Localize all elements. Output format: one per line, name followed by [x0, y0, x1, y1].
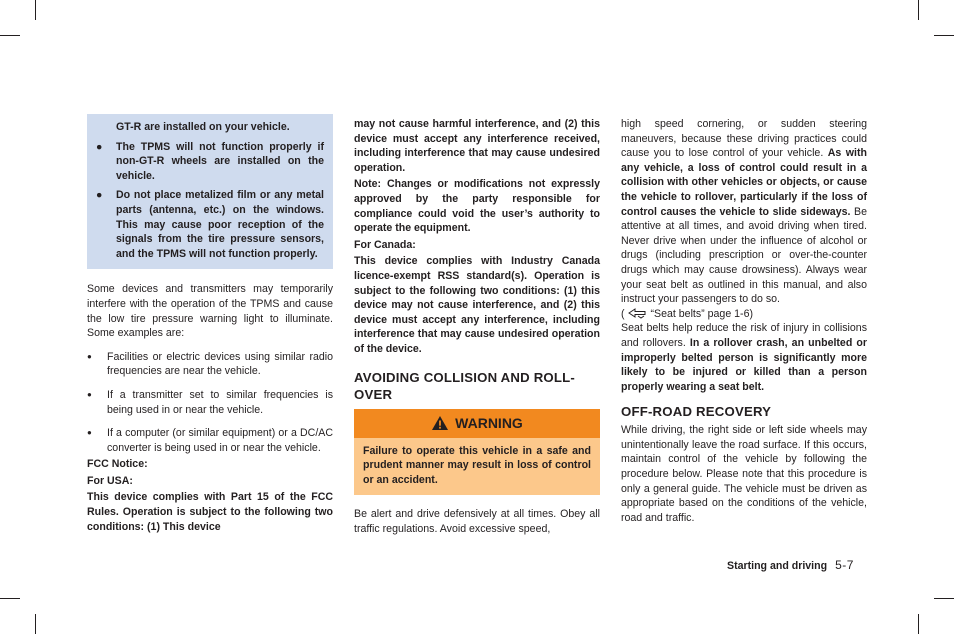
usa-compliance-text: This device complies with Part 15 of the FCC Rules. Operation is subject to the following two conditions: (1) This device: [87, 491, 333, 533]
list-item: ● If a computer (or similar equipment) or a DC/AC converter is being used in or near the vehicle.: [87, 427, 333, 454]
crop-mark: [918, 0, 919, 20]
fcc-continued-text: may not cause harmful interference, and (2) this device must accept any interference received, including interference that may cause undesired operation.: [354, 118, 600, 174]
canada-compliance-text: This device complies with Industry Canada licence-exempt RSS standard(s). Operation is subject to the following two conditions: (1) this device may not cause interference, and (2) this device must accept any interference, including interference that may cause undesired operation of the device.: [354, 255, 600, 355]
column-right: [621, 117, 867, 525]
caution-bullet: ● Do not place metalized film or any metal parts (antenna, etc.) on the windows. This may cause poor reception of the signals from the tire pressure sensors, and the TPMS will not function properly.: [96, 189, 324, 260]
seat-belt-paragraph: Seat belts help reduce the risk of injury in collisions and rollovers. In a rollover crash, an unbelted or improperly belted person is significantly more likely to be injured or killed than a person properly wearing a seat belt.: [621, 322, 867, 393]
column-left: [87, 114, 333, 534]
section-heading-avoiding-collision: AVOIDING COLLISION AND ROLL-OVER: [354, 369, 575, 402]
for-canada-heading: For Canada:: [354, 238, 416, 251]
rollover-emphasis: As with any vehicle, a loss of control could result in a collision with other vehicles or objects, or cause the vehicle to rollover, particularly if the loss of control causes the vehicle to slide sideways.: [621, 147, 867, 218]
off-road-recovery-text: While driving, the right side or left side wheels may unintentionally leave the road surface. If this occurs, maintain control of the vehicle by following the procedure below. Please note that this procedure is only a general guide. The vehicle must be driven as appropriate based on the conditions of the vehicle, road and traffic.: [621, 424, 867, 524]
bullet-icon: ●: [96, 140, 103, 153]
page-number: 5-7: [835, 558, 854, 572]
bullet-icon: ●: [87, 389, 92, 399]
bullet-icon: ●: [87, 428, 92, 438]
warning-text: Failure to operate this vehicle in a safe and prudent manner may result in loss of control or an accident.: [354, 438, 600, 496]
bullet-icon: ●: [87, 351, 92, 361]
reference-pointer-icon: [627, 307, 649, 319]
crop-mark: [35, 0, 36, 20]
for-usa-heading: For USA:: [87, 474, 133, 487]
warning-label: WARNING: [455, 414, 523, 431]
warning-header: [354, 409, 600, 438]
page-footer: [727, 558, 854, 574]
crop-mark: [0, 35, 20, 36]
column-middle: [354, 117, 600, 536]
crop-mark: [934, 35, 954, 36]
footer-section-title: Starting and driving: [727, 560, 828, 572]
tpms-interference-intro: Some devices and transmitters may temporarily interfere with the operation of the TPMS and cause the low tire pressure warning light to illuminate. Some examples are:: [87, 283, 333, 340]
seat-belts-reference-link[interactable]: “Seat belts” page 1-6): [650, 307, 753, 320]
warning-triangle-icon: [431, 415, 449, 431]
list-item: ● Facilities or electric devices using similar radio frequencies are near the vehicle.: [87, 350, 333, 378]
tpms-caution-box: [87, 114, 333, 269]
crop-mark: [918, 614, 919, 634]
seat-belt-emphasis: In a rollover crash, an unbelted or improperly belted person is significantly more likely to be injured or killed than a person properly wearing a seat belt.: [621, 336, 867, 393]
bullet-icon: ●: [96, 189, 103, 202]
rollover-paragraph: high speed cornering, or sudden steering maneuvers, because these driving practices could cause you to lose control of your vehicle. As with any vehicle, a loss of control could result in a collision with other vehicles or objects, or cause the vehicle to rollover, particularly if the loss of control causes the vehicle to slide sideways. Be attentive at all times, and avoid driving when tired. Never drive when under the influence of alcohol or drugs (including prescription or over-the-counter drugs which may cause drowsiness). Always wear your seat belt as outlined in this manual, and also instruct your passengers to do so. ( “Seat belts” page 1-6): [621, 118, 868, 320]
warning-box: [354, 409, 600, 496]
crop-mark: [35, 614, 36, 634]
caution-continued-text: GT-R are installed on your vehicle.: [116, 121, 290, 133]
caution-bullet: ● The TPMS will not function properly if non-GT-R wheels are installed on the vehicle.: [96, 140, 324, 182]
list-item: ● If a transmitter set to similar frequencies is being used in or near the vehicle.: [87, 388, 333, 416]
crop-mark: [934, 598, 954, 599]
section-heading-off-road-recovery: OFF-ROAD RECOVERY: [621, 404, 772, 420]
crop-mark: [0, 598, 20, 599]
note-text: Note: Changes or modifications not expressly approved by the party responsible for compliance could void the user’s authority to operate the equipment.: [354, 178, 600, 235]
fcc-notice-heading: FCC Notice:: [87, 458, 148, 471]
driving-advice-text: Be alert and drive defensively at all times. Obey all traffic regulations. Avoid excessive speed,: [354, 508, 600, 535]
